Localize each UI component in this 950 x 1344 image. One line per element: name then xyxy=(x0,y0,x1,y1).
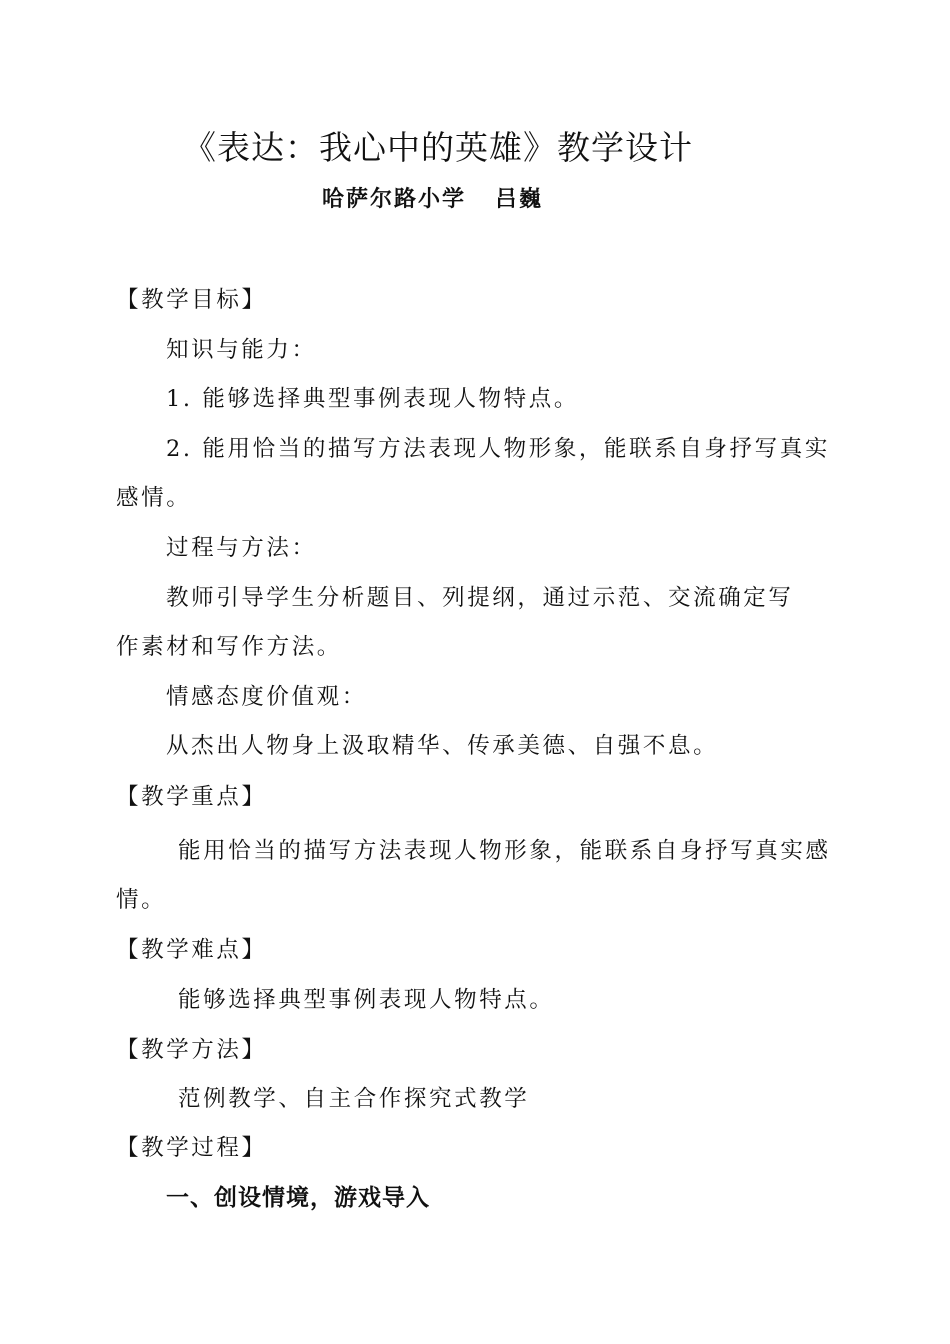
emotion-values-text: 从杰出人物身上汲取精华、传承美德、自强不息。 xyxy=(166,733,719,759)
key-points-text: 能用恰当的描写方法表现人物形象，能联系自身抒写真实感 xyxy=(178,838,831,864)
goal-item-1: 1. 能够选择典型事例表现人物特点。 xyxy=(166,386,579,412)
difficulties-text: 能够选择典型事例表现人物特点。 xyxy=(178,987,555,1013)
heading-teaching-methods: 【教学方法】 xyxy=(116,1037,267,1063)
subheading-process-method: 过程与方法： xyxy=(166,535,317,561)
heading-key-points: 【教学重点】 xyxy=(116,784,267,810)
teaching-methods-text: 范例教学、自主合作探究式教学 xyxy=(178,1086,530,1112)
subheading-knowledge-ability: 知识与能力： xyxy=(166,337,317,363)
heading-difficulties: 【教学难点】 xyxy=(116,937,267,963)
goal-item-2: 2. 能用恰当的描写方法表现人物形象，能联系自身抒写真实 xyxy=(166,436,830,462)
subheading-emotion-values: 情感态度价值观： xyxy=(166,684,367,710)
process-method-text-continued: 作素材和写作方法。 xyxy=(116,634,342,660)
goal-item-2-continued: 感情。 xyxy=(116,485,192,511)
key-points-text-continued: 情。 xyxy=(116,887,167,913)
document-author: 哈萨尔路小学 吕巍 xyxy=(322,186,543,212)
heading-teaching-goals: 【教学目标】 xyxy=(116,287,267,313)
process-method-text: 教师引导学生分析题目、列提纲，通过示范、交流确定写 xyxy=(166,585,794,611)
document-title: 《表达：我心中的英雄》教学设计 xyxy=(183,128,693,167)
section-heading-1: 一、创设情境，游戏导入 xyxy=(166,1185,430,1211)
heading-teaching-process: 【教学过程】 xyxy=(116,1135,267,1161)
